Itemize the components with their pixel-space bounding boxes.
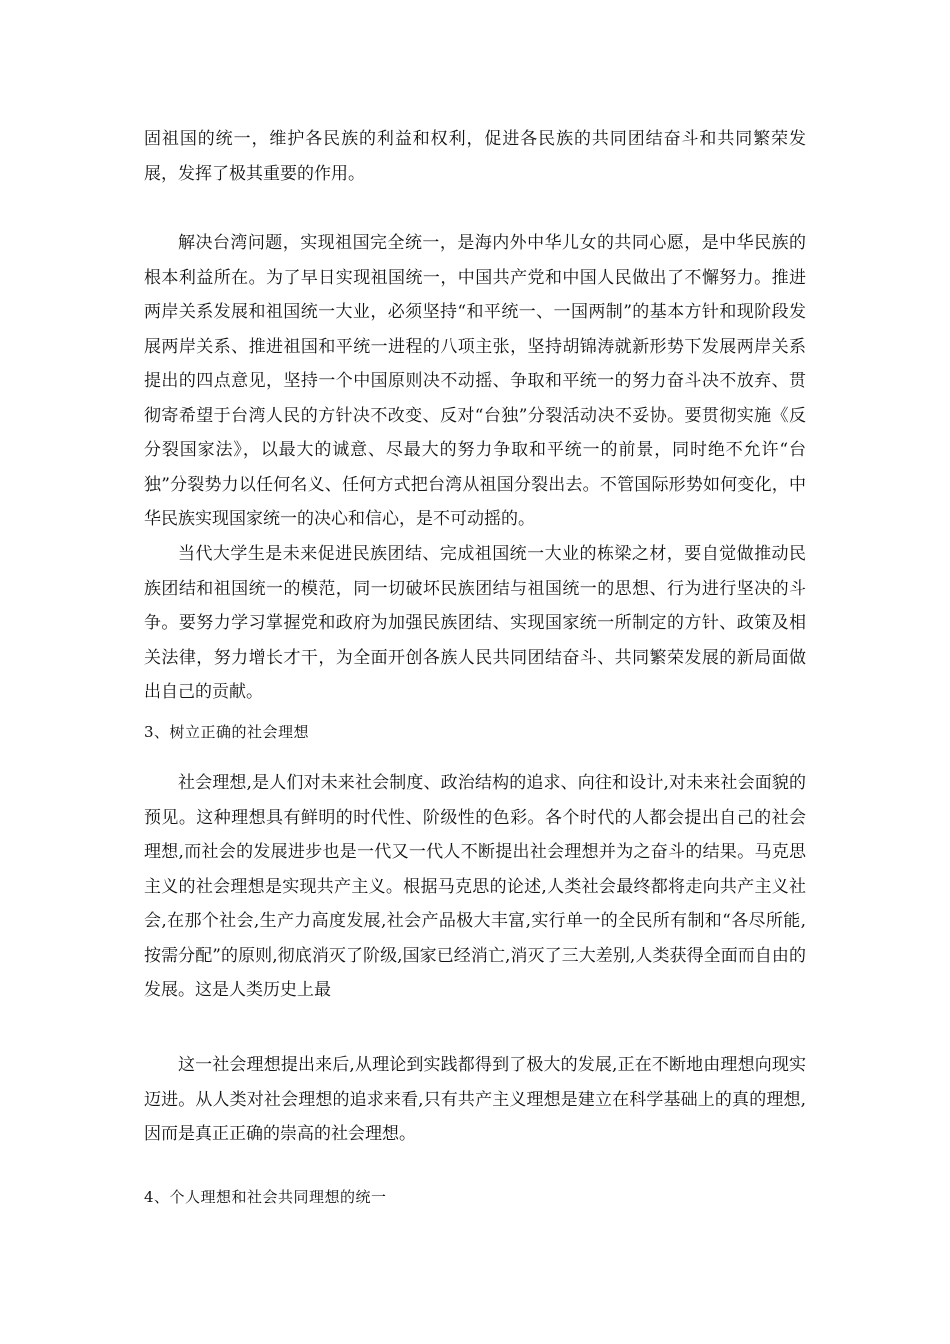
paragraph-social-ideal-development: 这一社会理想提出来后,从理论到实践都得到了极大的发展,正在不断地由理想向现实迈进。从人类对社会理想的追求来看,只有共产主义理想是建立在科学基础上的真的理想,因而是真正正确的崇高的社会理想。 bbox=[144, 1055, 806, 1144]
paragraph-taiwan-question: 解决台湾问题，实现祖国完全统一，是海内外中华儿女的共同心愿，是中华民族的根本利益所在。为了早日实现祖国统一，中国共产党和中国人民做出了不懈努力。推进两岸关系发展和祖国统一大业，必须坚持“和平统一、一国两制”的基本方针和现阶段发展两岸关系、推进祖国和平统一进程的八项主张，坚持胡锦涛就新形势下发展两岸关系提出的四点意见，坚持一个中国原则决不动摇、争取和平统一的努力奋斗决不放弃、贯彻寄希望于台湾人民的方针决不改变、反对“台独”分裂活动决不妥协。要贯彻实施《反分裂国家法》，以最大的诚意、尽最大的努力争取和平统一的前景，同时绝不允许“台独”分裂势力以任何名义、任何方式把台湾从祖国分裂出去。不管国际形势如何变化，中华民族实现国家统一的决心和信心，是不可动摇的。 bbox=[144, 233, 806, 529]
paragraph-unity-conclusion: 固祖国的统一，维护各民族的利益和权利，促进各民族的共同团结奋斗和共同繁荣发展，发挥了极其重要的作用。 bbox=[144, 129, 806, 184]
paragraph-college-students: 当代大学生是未来促进民族团结、完成祖国统一大业的栋梁之材，要自觉做推动民族团结和祖国统一的模范，同一切破坏民族团结与祖国统一的思想、行为进行坚决的斗争。要努力学习掌握党和政府为加强民族团结、实现国家统一所制定的方针、政策及相关法律，努力增长才干，为全面开创各族人民共同团结奋斗、共同繁荣发展的新局面做出自己的贡献。 bbox=[144, 544, 806, 702]
section-heading-social-ideal: 3、树立正确的社会理想 bbox=[144, 723, 310, 741]
paragraph-social-ideal: 社会理想,是人们对未来社会制度、政治结构的追求、向往和设计,对未来社会面貌的预见。这种理想具有鲜明的时代性、阶级性的色彩。各个时代的人都会提出自己的社会理想,而社会的发展进步也是一代又一代人不断提出社会理想并为之奋斗的结果。马克思主义的社会理想是实现共产主义。根据马克思的论述,人类社会最终都将走向共产主义社会,在那个社会,生产力高度发展,社会产品极大丰富,实行单一的全民所有制和“各尽所能,按需分配”的原则,彻底消灭了阶级,国家已经消亡,消灭了三大差别,人类获得全面而自由的发展。这是人类历史上最 bbox=[144, 773, 806, 1000]
section-heading-personal-and-common-ideal: 4、个人理想和社会共同理想的统一 bbox=[144, 1188, 387, 1206]
